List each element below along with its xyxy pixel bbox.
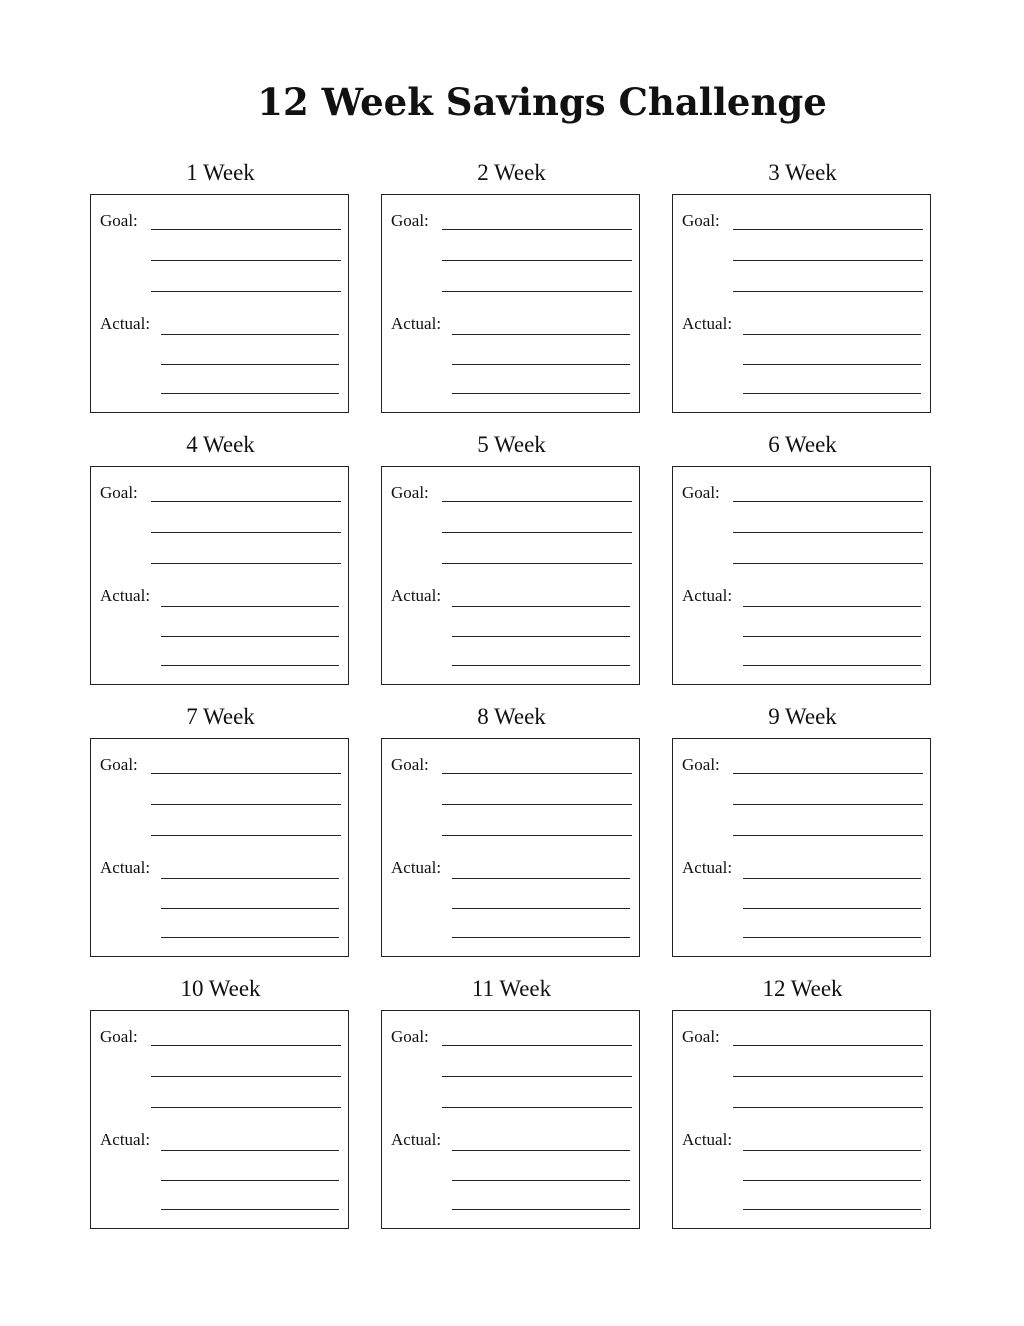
actual-line[interactable] bbox=[452, 1209, 630, 1210]
actual-line[interactable] bbox=[743, 334, 921, 335]
actual-line[interactable] bbox=[161, 878, 339, 879]
goal-line[interactable] bbox=[442, 804, 632, 805]
week-label: 10 Week bbox=[180, 976, 261, 1001]
actual-line[interactable] bbox=[452, 908, 630, 909]
actual-label: Actual: bbox=[100, 1130, 151, 1149]
goal-line[interactable] bbox=[442, 291, 632, 292]
goal-line[interactable] bbox=[442, 501, 632, 502]
week-cell bbox=[381, 974, 642, 1246]
goal-line[interactable] bbox=[442, 563, 632, 564]
actual-label: Actual: bbox=[100, 858, 151, 877]
week-label: 11 Week bbox=[471, 976, 552, 1001]
goal-line[interactable] bbox=[733, 1045, 923, 1046]
actual-line[interactable] bbox=[743, 1180, 921, 1181]
week-cell bbox=[672, 430, 933, 702]
goal-line[interactable] bbox=[733, 501, 923, 502]
goal-line[interactable] bbox=[733, 804, 923, 805]
week-cell bbox=[672, 702, 933, 974]
goal-line[interactable] bbox=[442, 835, 632, 836]
goal-line[interactable] bbox=[442, 1045, 632, 1046]
goal-line[interactable] bbox=[151, 773, 341, 774]
week-card bbox=[90, 738, 349, 957]
actual-line[interactable] bbox=[743, 606, 921, 607]
week-label: 8 Week bbox=[477, 704, 546, 729]
page-title: 12 Week Savings Challenge bbox=[257, 80, 827, 124]
goal-label: Goal: bbox=[682, 211, 720, 230]
actual-line[interactable] bbox=[161, 1209, 339, 1210]
actual-line[interactable] bbox=[161, 937, 339, 938]
goal-line[interactable] bbox=[151, 563, 341, 564]
goal-line[interactable] bbox=[733, 563, 923, 564]
week-card bbox=[90, 1010, 349, 1229]
week-label: 4 Week bbox=[186, 432, 255, 457]
goal-label: Goal: bbox=[391, 483, 429, 502]
goal-line[interactable] bbox=[151, 532, 341, 533]
week-label: 1 Week bbox=[186, 160, 255, 185]
goal-line[interactable] bbox=[151, 260, 341, 261]
goal-label: Goal: bbox=[682, 483, 720, 502]
goal-line[interactable] bbox=[733, 260, 923, 261]
actual-line[interactable] bbox=[743, 1150, 921, 1151]
week-cell bbox=[90, 702, 351, 974]
actual-label: Actual: bbox=[682, 586, 733, 605]
actual-line[interactable] bbox=[161, 908, 339, 909]
week-card bbox=[90, 194, 349, 413]
goal-line[interactable] bbox=[151, 1076, 341, 1077]
goal-label: Goal: bbox=[682, 1027, 720, 1046]
actual-label: Actual: bbox=[682, 1130, 733, 1149]
actual-label: Actual: bbox=[391, 586, 442, 605]
actual-label: Actual: bbox=[391, 858, 442, 877]
actual-label: Actual: bbox=[682, 314, 733, 333]
goal-line[interactable] bbox=[733, 291, 923, 292]
actual-label: Actual: bbox=[682, 858, 733, 877]
actual-line[interactable] bbox=[743, 665, 921, 666]
goal-line[interactable] bbox=[442, 1076, 632, 1077]
week-cell bbox=[90, 974, 351, 1246]
goal-line[interactable] bbox=[733, 229, 923, 230]
goal-label: Goal: bbox=[391, 755, 429, 774]
actual-line[interactable] bbox=[161, 1150, 339, 1151]
week-cell bbox=[381, 158, 642, 430]
actual-line[interactable] bbox=[452, 1180, 630, 1181]
actual-line[interactable] bbox=[743, 364, 921, 365]
actual-line[interactable] bbox=[161, 606, 339, 607]
goal-line[interactable] bbox=[151, 1045, 341, 1046]
actual-line[interactable] bbox=[743, 636, 921, 637]
goal-line[interactable] bbox=[151, 1107, 341, 1108]
goal-line[interactable] bbox=[442, 773, 632, 774]
week-cell bbox=[381, 702, 642, 974]
actual-line[interactable] bbox=[161, 665, 339, 666]
actual-line[interactable] bbox=[452, 878, 630, 879]
goal-line[interactable] bbox=[733, 1107, 923, 1108]
week-card bbox=[672, 1010, 931, 1229]
goal-line[interactable] bbox=[442, 1107, 632, 1108]
actual-line[interactable] bbox=[452, 606, 630, 607]
goal-line[interactable] bbox=[151, 835, 341, 836]
actual-line[interactable] bbox=[743, 878, 921, 879]
goal-label: Goal: bbox=[100, 755, 138, 774]
goal-line[interactable] bbox=[733, 773, 923, 774]
week-card bbox=[381, 1010, 640, 1229]
goal-label: Goal: bbox=[682, 755, 720, 774]
week-card bbox=[381, 194, 640, 413]
week-label: 6 Week bbox=[768, 432, 837, 457]
goal-line[interactable] bbox=[151, 501, 341, 502]
actual-line[interactable] bbox=[452, 1150, 630, 1151]
week-cell bbox=[381, 430, 642, 702]
week-label: 3 Week bbox=[768, 160, 837, 185]
goal-line[interactable] bbox=[733, 835, 923, 836]
actual-line[interactable] bbox=[452, 937, 630, 938]
goal-line[interactable] bbox=[733, 1076, 923, 1077]
week-card bbox=[381, 466, 640, 685]
week-card bbox=[90, 466, 349, 685]
actual-line[interactable] bbox=[452, 636, 630, 637]
week-cell bbox=[672, 158, 933, 430]
goal-label: Goal: bbox=[100, 1027, 138, 1046]
week-label: 2 Week bbox=[477, 160, 546, 185]
week-card bbox=[672, 738, 931, 957]
goal-line[interactable] bbox=[151, 229, 341, 230]
actual-line[interactable] bbox=[743, 937, 921, 938]
goal-line[interactable] bbox=[442, 229, 632, 230]
goal-label: Goal: bbox=[391, 211, 429, 230]
actual-line[interactable] bbox=[161, 364, 339, 365]
actual-line[interactable] bbox=[743, 908, 921, 909]
actual-line[interactable] bbox=[452, 364, 630, 365]
week-label: 5 Week bbox=[477, 432, 546, 457]
actual-line[interactable] bbox=[452, 393, 630, 394]
actual-label: Actual: bbox=[100, 586, 151, 605]
actual-line[interactable] bbox=[452, 334, 630, 335]
goal-line[interactable] bbox=[151, 291, 341, 292]
actual-label: Actual: bbox=[100, 314, 151, 333]
weeks-grid bbox=[90, 158, 935, 1246]
actual-line[interactable] bbox=[452, 665, 630, 666]
week-label: 9 Week bbox=[768, 704, 837, 729]
goal-line[interactable] bbox=[733, 532, 923, 533]
actual-line[interactable] bbox=[161, 334, 339, 335]
week-cell bbox=[90, 430, 351, 702]
goal-line[interactable] bbox=[442, 532, 632, 533]
goal-label: Goal: bbox=[100, 483, 138, 502]
week-card bbox=[381, 738, 640, 957]
actual-line[interactable] bbox=[743, 1209, 921, 1210]
actual-line[interactable] bbox=[161, 636, 339, 637]
week-card bbox=[672, 194, 931, 413]
goal-line[interactable] bbox=[151, 804, 341, 805]
actual-label: Actual: bbox=[391, 1130, 442, 1149]
actual-line[interactable] bbox=[743, 393, 921, 394]
week-label: 7 Week bbox=[186, 704, 255, 729]
goal-line[interactable] bbox=[442, 260, 632, 261]
actual-line[interactable] bbox=[161, 1180, 339, 1181]
week-card bbox=[672, 466, 931, 685]
week-cell bbox=[90, 158, 351, 430]
actual-line[interactable] bbox=[161, 393, 339, 394]
goal-label: Goal: bbox=[391, 1027, 429, 1046]
goal-label: Goal: bbox=[100, 211, 138, 230]
week-cell bbox=[672, 974, 933, 1246]
actual-label: Actual: bbox=[391, 314, 442, 333]
week-label: 12 Week bbox=[762, 976, 843, 1001]
